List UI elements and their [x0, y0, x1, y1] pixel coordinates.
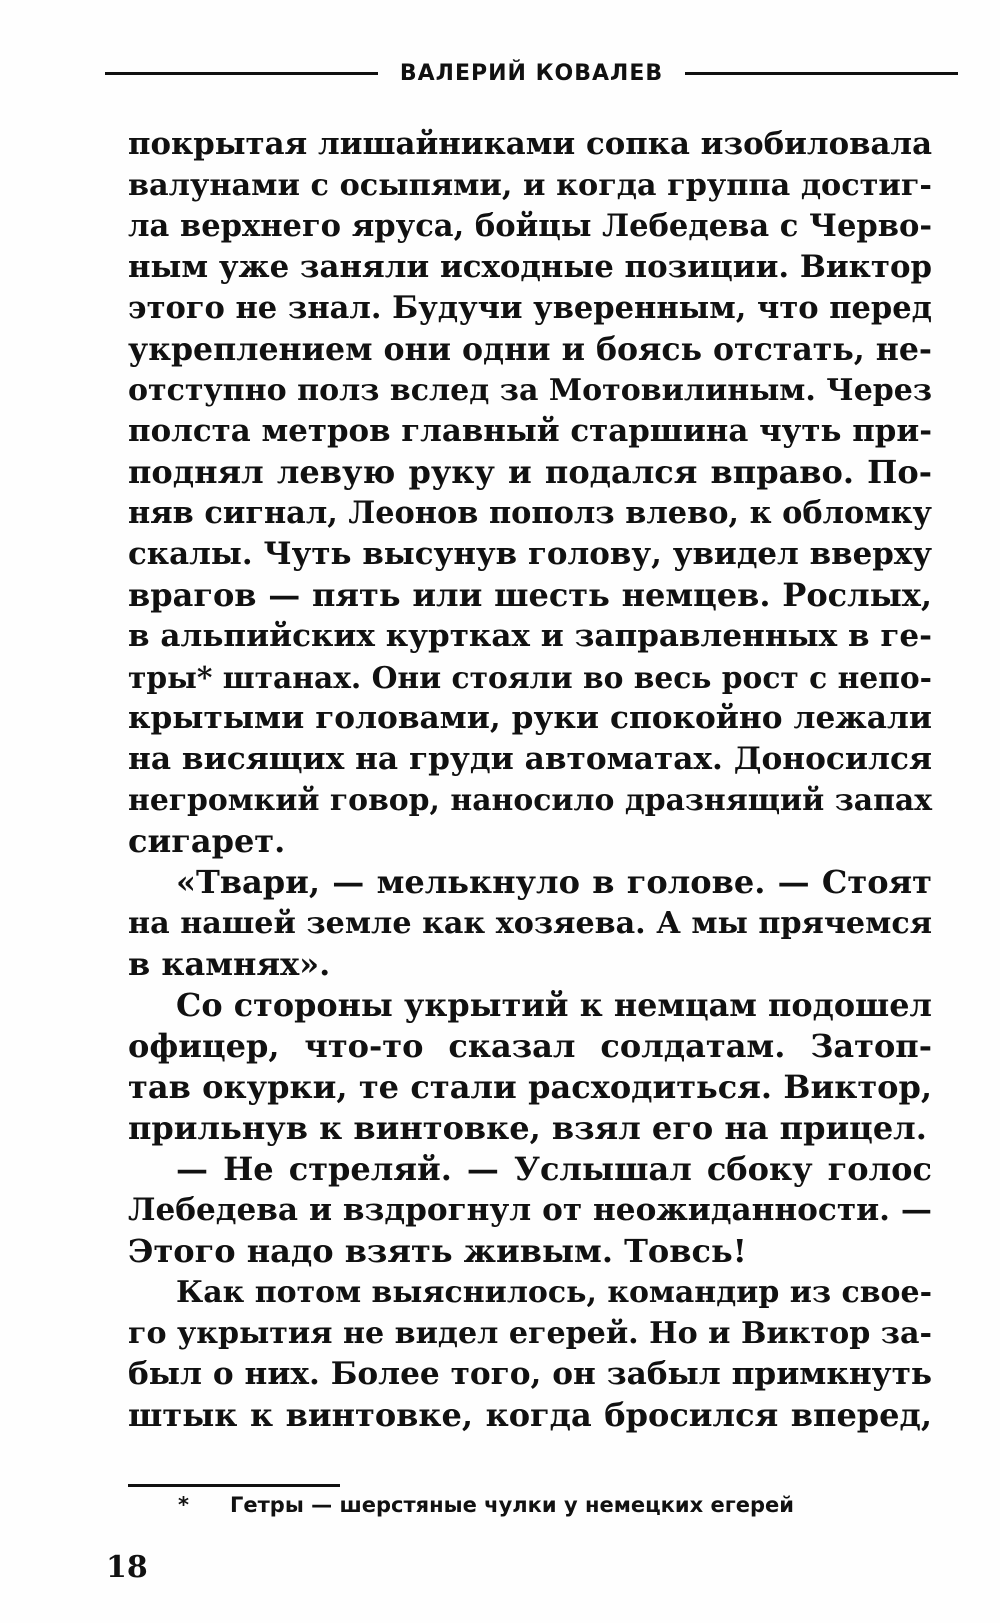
text-line: Как потом выяснилось, командир из свое- [176, 1275, 932, 1310]
text-line: валунами с осыпями, и когда группа достиг- [128, 168, 932, 203]
text-line: был о них. Более того, он забыл примкнуть [128, 1356, 932, 1392]
header-author-name: ВАЛЕРИЙ КОВАЛЕВ [399, 60, 664, 86]
header-rule-left [105, 72, 378, 75]
text-line: офицер, что-то сказал солдатам. Затоп- [128, 1027, 932, 1065]
footnote [178, 1493, 794, 1517]
body-text [128, 124, 932, 1436]
text-line: Этого надо взять живым. Товсь! [128, 1232, 747, 1270]
text-line: скалы. Чуть высунув голову, увидел вверху [128, 536, 932, 572]
text-line: тав окурки, те стали расходиться. Виктор, [128, 1068, 932, 1106]
text-line: врагов — пять или шесть немцев. Рослых, [128, 576, 932, 614]
text-line: негромкий говор, наносило дразнящий запах [128, 783, 932, 818]
text-line: го укрытия не видел егерей. Но и Виктор за- [128, 1316, 932, 1351]
text-line: прильнув к винтовке, взял его на прицел. [128, 1109, 927, 1147]
text-line: укреплением они одни и боясь отстать, не- [128, 331, 932, 368]
text-line: этого не знал. Будучи уверенным, что перед [128, 290, 932, 326]
footnote-mark: * [178, 1493, 189, 1517]
text-line: полста метров главный старшина чуть при- [128, 413, 932, 449]
footnote-text: Гетры — шерстяные чулки у немецких егерей [230, 1493, 794, 1517]
text-line: штык к винтовке, когда бросился вперед, [128, 1396, 932, 1434]
text-line: в камнях». [128, 945, 331, 983]
text-line: няв сигнал, Леонов пополз влево, к обломку [128, 495, 932, 531]
page-number: 18 [106, 1550, 148, 1585]
text-line: ла верхнего яруса, бойцы Лебедева с Черво- [128, 208, 932, 244]
text-line: на нашей земле как хозяева. А мы прячемся [128, 906, 932, 941]
text-line: на висящих на груди автоматах. Доносился [128, 741, 932, 777]
text-line: тры* штанах. Они стояли во весь рост с непо- [128, 660, 932, 695]
text-line: — Не стреляй. — Услышал сбоку голос [176, 1150, 932, 1188]
text-line: Со стороны укрытий к немцам подошел [176, 986, 932, 1024]
text-line: «Твари, — мелькнуло в голове. — Стоят [176, 863, 932, 901]
text-line: Лебедева и вздрогнул от неожиданности. — [128, 1192, 932, 1228]
text-line: поднял левую руку и подался вправо. По- [128, 453, 932, 491]
text-line: сигарет. [128, 822, 286, 860]
text-line: покрытая лишайниками сопка изобиловала [128, 126, 932, 162]
text-line: в альпийских куртках и заправленных в ге- [128, 618, 932, 654]
text-line: крытыми головами, руки спокойно лежали [128, 700, 932, 736]
footnote-separator [128, 1484, 340, 1487]
text-line: отступно полз вслед за Мотовилиным. Через [128, 373, 932, 408]
text-line: ным уже заняли исходные позиции. Виктор [128, 249, 932, 285]
running-header [105, 48, 958, 98]
header-rule-right [685, 72, 958, 75]
